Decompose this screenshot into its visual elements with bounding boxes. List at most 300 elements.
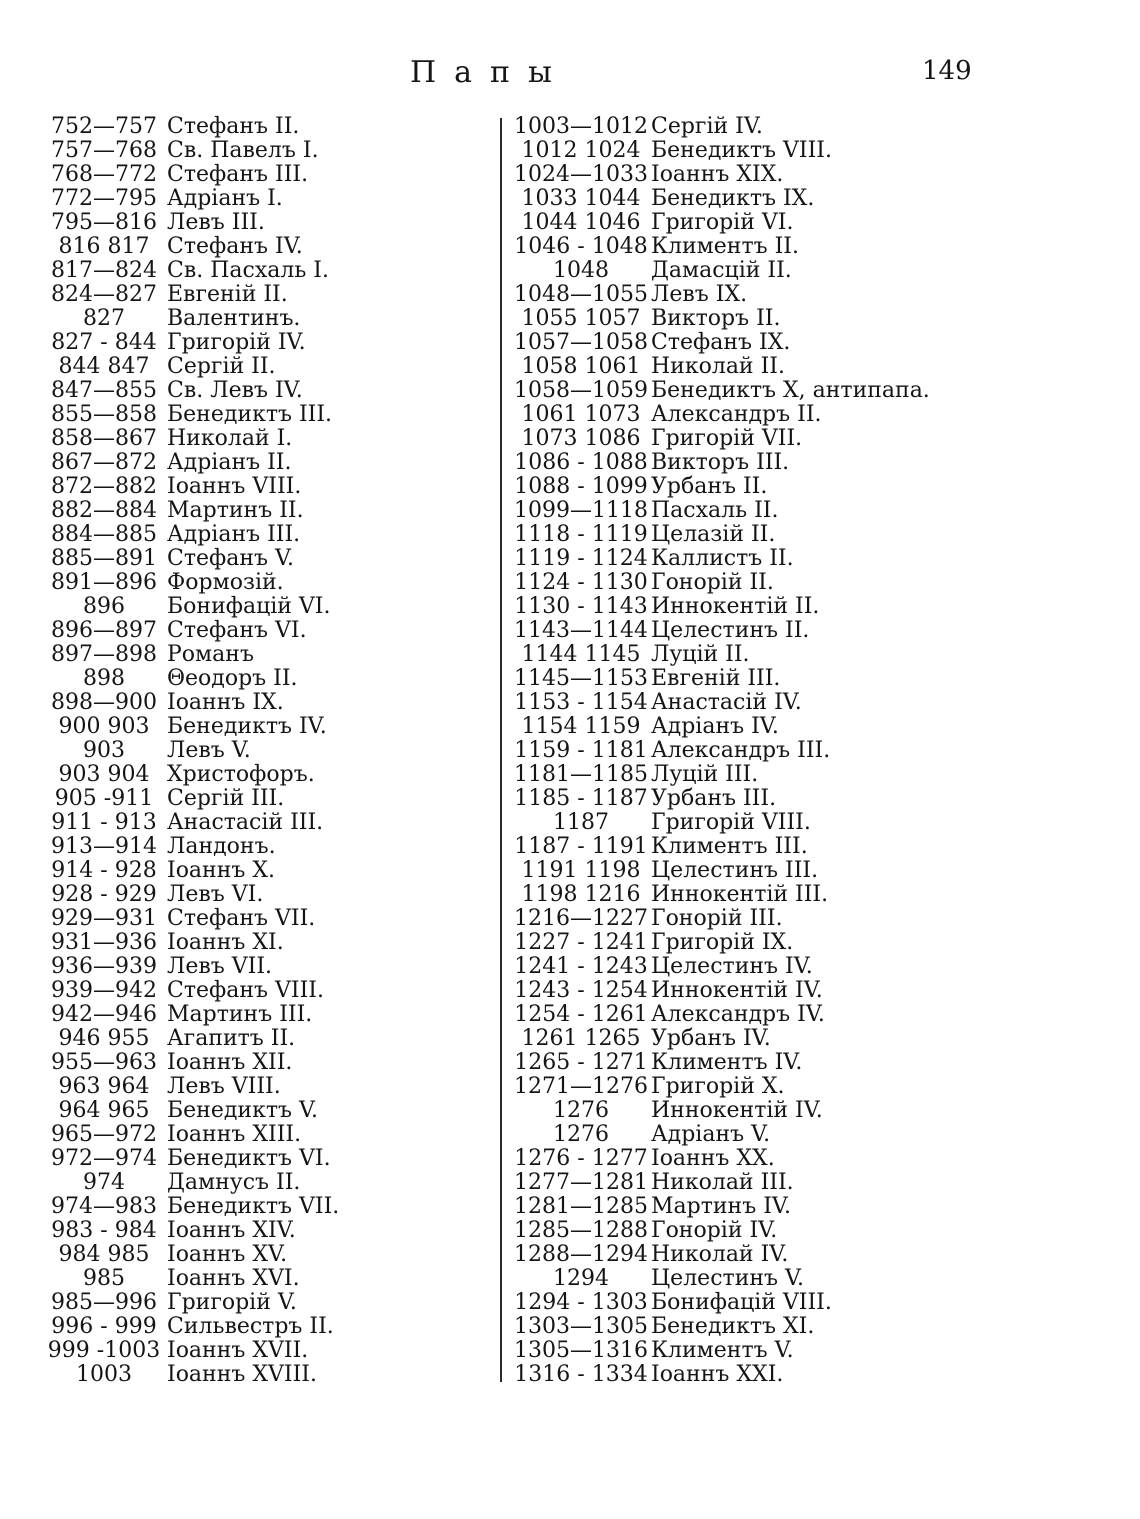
list-item: [514, 259, 1034, 283]
list-item: [514, 1195, 1034, 1219]
pope-name: Сергій III.: [167, 786, 285, 811]
reign-years: 824—827: [51, 282, 157, 307]
reign-years: 1044 1046: [521, 210, 641, 235]
pope-name: Целазій II.: [651, 522, 776, 547]
pope-name: Иннокентій IV.: [651, 1098, 823, 1123]
pope-name: Целестинъ III.: [651, 858, 819, 883]
pope-name: Сергій II.: [167, 354, 276, 379]
pope-name: Иннокентій III.: [651, 882, 829, 907]
pope-name: Левъ III.: [167, 210, 265, 235]
pope-name: Бенедиктъ IX.: [651, 186, 815, 211]
list-item: [514, 1363, 1034, 1387]
list-item: [44, 139, 484, 163]
reign-years: 984 985: [58, 1242, 150, 1267]
pope-name: Каллистъ II.: [651, 546, 794, 571]
reign-years: 1198 1216: [521, 882, 641, 907]
list-item: [44, 1123, 484, 1147]
reign-years: 1088 - 1099: [514, 474, 648, 499]
reign-years: 898—900: [51, 690, 157, 715]
list-item: [514, 1003, 1034, 1027]
list-item: [44, 595, 484, 619]
pope-name: Адріанъ III.: [167, 522, 301, 547]
list-item: [514, 883, 1034, 907]
list-item: [514, 235, 1034, 259]
list-item: [44, 115, 484, 139]
pope-name: Бенедиктъ V.: [167, 1098, 319, 1123]
pope-name: Дамасцій II.: [651, 258, 792, 283]
pope-name: Іоаннъ XVI.: [167, 1266, 300, 1291]
pope-name: Ландонъ.: [167, 834, 276, 859]
reign-years: 795—816: [51, 210, 157, 235]
column-divider: [500, 118, 502, 1382]
list-item: [514, 1051, 1034, 1075]
reign-years: 847—855: [51, 378, 157, 403]
pope-name: Григорій VII.: [651, 426, 803, 451]
list-item: [44, 1027, 484, 1051]
reign-years: 972—974: [51, 1146, 157, 1171]
pope-name: Луцій III.: [651, 762, 759, 787]
reign-years: 1033 1044: [521, 186, 641, 211]
pope-name: Анастасій III.: [167, 810, 324, 835]
pope-name: Левъ V.: [167, 738, 251, 763]
reign-years: 946 955: [58, 1026, 150, 1051]
reign-years: 1130 - 1143: [514, 594, 648, 619]
reign-years: 1281—1285: [514, 1194, 648, 1219]
pope-name: Іоаннъ XII.: [167, 1050, 293, 1075]
page-title: Папы: [410, 55, 570, 90]
reign-years: 896: [83, 594, 125, 619]
pope-name: Іоаннъ X.: [167, 858, 276, 883]
list-item: [514, 931, 1034, 955]
reign-years: 827: [83, 306, 125, 331]
list-item: [514, 763, 1034, 787]
reign-years: 1024—1033: [514, 162, 648, 187]
pope-name: Св. Павелъ I.: [167, 138, 319, 163]
list-item: [514, 835, 1034, 859]
reign-years: 772—795: [51, 186, 157, 211]
reign-years: 858—867: [51, 426, 157, 451]
list-item: [514, 1099, 1034, 1123]
list-item: [44, 643, 484, 667]
reign-years: 1058—1059: [514, 378, 648, 403]
list-item: [44, 211, 484, 235]
pope-name: Бенедиктъ III.: [167, 402, 333, 427]
list-item: [44, 403, 484, 427]
list-item: [514, 787, 1034, 811]
pope-name: Григорій V.: [167, 1290, 297, 1315]
list-item: [44, 883, 484, 907]
pope-name: Бенедиктъ VIII.: [651, 138, 832, 163]
pope-name: Св. Пасхаль I.: [167, 258, 329, 283]
pope-name: Целестинъ V.: [651, 1266, 805, 1291]
reign-years: 900 903: [58, 714, 150, 739]
list-item: [44, 523, 484, 547]
pope-name: Николай III.: [651, 1170, 794, 1195]
reign-years: 872—882: [51, 474, 157, 499]
pope-name: Левъ VIII.: [167, 1074, 281, 1099]
pope-name: Агапитъ II.: [167, 1026, 296, 1051]
pope-name: Іоаннъ VIII.: [167, 474, 302, 499]
pope-name: Левъ IX.: [651, 282, 748, 307]
pope-name: Стефанъ VIII.: [167, 978, 324, 1003]
pope-name: Іоаннъ XXI.: [651, 1362, 784, 1387]
reign-years: 939—942: [51, 978, 157, 1003]
reign-years: 1265 - 1271: [514, 1050, 648, 1075]
pope-name: Левъ VII.: [167, 954, 273, 979]
pope-name: Иннокентій II.: [651, 594, 820, 619]
reign-years: 1294 - 1303: [514, 1290, 648, 1315]
list-item: [44, 763, 484, 787]
left-column: [44, 115, 484, 1387]
reign-years: 1145—1153: [514, 666, 648, 691]
list-item: [44, 379, 484, 403]
list-item: [514, 811, 1034, 835]
reign-years: 884—885: [51, 522, 157, 547]
reign-years: 1288—1294: [514, 1242, 648, 1267]
pope-name: Стефанъ III.: [167, 162, 309, 187]
reign-years: 974—983: [51, 1194, 157, 1219]
pope-name: Бенедиктъ VI.: [167, 1146, 331, 1171]
list-item: [44, 187, 484, 211]
pope-name: Урбанъ II.: [651, 474, 768, 499]
list-item: [514, 163, 1034, 187]
pope-name: Гонорій III.: [651, 906, 783, 931]
reign-years: 1187 - 1191: [514, 834, 648, 859]
pope-name: Григорій IX.: [651, 930, 794, 955]
list-item: [44, 571, 484, 595]
pope-name: Адріанъ II.: [167, 450, 292, 475]
pope-name: Бенедиктъ XI.: [651, 1314, 815, 1339]
list-item: [514, 427, 1034, 451]
list-item: [44, 931, 484, 955]
reign-years: 974: [83, 1170, 125, 1195]
pope-name: Стефанъ VII.: [167, 906, 316, 931]
reign-years: 896—897: [51, 618, 157, 643]
pope-name: Николай II.: [651, 354, 785, 379]
reign-years: 855—858: [51, 402, 157, 427]
list-item: [514, 979, 1034, 1003]
pope-name: Бенедиктъ VII.: [167, 1194, 340, 1219]
reign-years: 1118 - 1119: [514, 522, 648, 547]
list-item: [514, 1219, 1034, 1243]
list-item: [44, 739, 484, 763]
reign-years: 1048—1055: [514, 282, 648, 307]
reign-years: 898: [83, 666, 125, 691]
list-item: [44, 1339, 484, 1363]
list-item: [514, 499, 1034, 523]
reign-years: 844 847: [58, 354, 150, 379]
pope-name: Урбанъ IV.: [651, 1026, 771, 1051]
reign-years: 1055 1057: [521, 306, 641, 331]
page-number: 149: [922, 56, 972, 86]
reign-years: 882—884: [51, 498, 157, 523]
pope-name: Св. Левъ IV.: [167, 378, 303, 403]
list-item: [44, 907, 484, 931]
list-item: [44, 859, 484, 883]
reign-years: 964 965: [58, 1098, 150, 1123]
reign-years: 1073 1086: [521, 426, 641, 451]
pope-name: Бонифацій VIII.: [651, 1290, 832, 1315]
list-item: [44, 547, 484, 571]
list-item: [514, 379, 1034, 403]
pope-name: Іоаннъ IX.: [167, 690, 284, 715]
reign-years: 1185 - 1187: [514, 786, 648, 811]
list-item: [514, 403, 1034, 427]
list-item: [514, 955, 1034, 979]
list-item: [44, 259, 484, 283]
list-item: [514, 859, 1034, 883]
list-item: [514, 715, 1034, 739]
pope-name: Гонорій IV.: [651, 1218, 778, 1243]
pope-name: Александръ II.: [651, 402, 822, 427]
list-item: [44, 979, 484, 1003]
pope-name: Іоаннъ XVII.: [167, 1338, 309, 1363]
reign-years: 929—931: [51, 906, 157, 931]
list-item: [44, 283, 484, 307]
reign-years: 1061 1073: [521, 402, 641, 427]
reign-years: 1124 - 1130: [514, 570, 648, 595]
pope-name: Александръ III.: [651, 738, 831, 763]
pope-name: Урбанъ III.: [651, 786, 777, 811]
list-item: [514, 523, 1034, 547]
list-item: [44, 1291, 484, 1315]
pope-name: Валентинъ.: [167, 306, 301, 331]
pope-name: Левъ VI.: [167, 882, 264, 907]
reign-years: 752—757: [51, 114, 157, 139]
reign-years: 1241 - 1243: [514, 954, 648, 979]
pope-name: Христофоръ.: [167, 762, 315, 787]
pope-name: Александръ IV.: [651, 1002, 825, 1027]
reign-years: 936—939: [51, 954, 157, 979]
pope-name: Целестинъ IV.: [651, 954, 813, 979]
list-item: [514, 1291, 1034, 1315]
pope-name: Адріанъ IV.: [651, 714, 779, 739]
list-item: [44, 235, 484, 259]
reign-years: 999 -1003: [47, 1338, 161, 1363]
list-item: [44, 1075, 484, 1099]
reign-years: 965—972: [51, 1122, 157, 1147]
reign-years: 891—896: [51, 570, 157, 595]
pope-name: Адріанъ I.: [167, 186, 283, 211]
reign-years: 897—898: [51, 642, 157, 667]
pope-name: Гонорій II.: [651, 570, 774, 595]
list-item: [514, 571, 1034, 595]
reign-years: 757—768: [51, 138, 157, 163]
reign-years: 1191 1198: [521, 858, 641, 883]
list-item: [514, 691, 1034, 715]
list-item: [44, 715, 484, 739]
list-item: [514, 1027, 1034, 1051]
list-item: [514, 1243, 1034, 1267]
reign-years: 1243 - 1254: [514, 978, 648, 1003]
reign-years: 817—824: [51, 258, 157, 283]
pope-name: Григорій IV.: [167, 330, 306, 355]
reign-years: 867—872: [51, 450, 157, 475]
pope-name: Григорій X.: [651, 1074, 785, 1099]
reign-years: 1057—1058: [514, 330, 648, 355]
pope-name: Сергій IV.: [651, 114, 763, 139]
pope-name: Григорій VI.: [651, 210, 794, 235]
list-item: [44, 1315, 484, 1339]
list-item: [44, 667, 484, 691]
pope-name: Николай I.: [167, 426, 293, 451]
reign-years: 885—891: [51, 546, 157, 571]
reign-years: 1316 - 1334: [514, 1362, 648, 1387]
list-item: [44, 811, 484, 835]
reign-years: 1276 - 1277: [514, 1146, 648, 1171]
reign-years: 1058 1061: [521, 354, 641, 379]
pope-name: Дамнусъ II.: [167, 1170, 301, 1195]
reign-years: 1099—1118: [514, 498, 648, 523]
pope-name: Климентъ V.: [651, 1338, 794, 1363]
list-item: [44, 451, 484, 475]
pope-name: Θеодоръ II.: [167, 666, 298, 691]
list-item: [514, 475, 1034, 499]
list-item: [44, 1267, 484, 1291]
list-item: [514, 1339, 1034, 1363]
reign-years: 1048: [553, 258, 609, 283]
list-item: [514, 643, 1034, 667]
list-item: [44, 355, 484, 379]
reign-years: 1305—1316: [514, 1338, 648, 1363]
list-item: [44, 1099, 484, 1123]
list-item: [44, 835, 484, 859]
list-item: [44, 1243, 484, 1267]
pope-name: Григорій VIII.: [651, 810, 811, 835]
reign-years: 942—946: [51, 1002, 157, 1027]
list-item: [44, 955, 484, 979]
pope-name: Іоаннъ XV.: [167, 1242, 288, 1267]
pope-name: Іоаннъ XIV.: [167, 1218, 296, 1243]
pope-name: Стефанъ II.: [167, 114, 300, 139]
reign-years: 1277—1281: [514, 1170, 648, 1195]
list-item: [44, 475, 484, 499]
list-item: [514, 1171, 1034, 1195]
reign-years: 983 - 984: [51, 1218, 157, 1243]
list-item: [514, 667, 1034, 691]
pope-name: Стефанъ V.: [167, 546, 295, 571]
reign-years: 1086 - 1088: [514, 450, 648, 475]
list-item: [514, 115, 1034, 139]
reign-years: 1012 1024: [521, 138, 641, 163]
right-column: [514, 115, 1034, 1387]
list-item: [44, 619, 484, 643]
pope-name: Климентъ IV.: [651, 1050, 803, 1075]
reign-years: 1003—1012: [514, 114, 648, 139]
reign-years: 1276: [553, 1122, 609, 1147]
list-item: [514, 619, 1034, 643]
reign-years: 985—996: [51, 1290, 157, 1315]
pope-name: Евгеній II.: [167, 282, 288, 307]
reign-years: 1003: [76, 1362, 132, 1387]
reign-years: 985: [83, 1266, 125, 1291]
list-item: [514, 139, 1034, 163]
reign-years: 816 817: [58, 234, 150, 259]
list-item: [44, 1051, 484, 1075]
list-item: [44, 787, 484, 811]
pope-name: Евгеній III.: [651, 666, 781, 691]
reign-years: 1144 1145: [521, 642, 641, 667]
list-item: [514, 307, 1034, 331]
reign-years: 1046 - 1048: [514, 234, 648, 259]
list-item: [514, 283, 1034, 307]
list-item: [514, 187, 1034, 211]
reign-years: 913—914: [51, 834, 157, 859]
pope-name: Бенедиктъ IV.: [167, 714, 327, 739]
reign-years: 1154 1159: [521, 714, 641, 739]
pope-name: Луцій II.: [651, 642, 750, 667]
list-item: [44, 307, 484, 331]
list-item: [514, 739, 1034, 763]
pope-name: Викторъ III.: [651, 450, 790, 475]
list-item: [514, 211, 1034, 235]
pope-name: Бенедиктъ X, антипапа.: [651, 378, 930, 403]
reign-years: 996 - 999: [51, 1314, 157, 1339]
reign-years: 1153 - 1154: [514, 690, 648, 715]
reign-years: 768—772: [51, 162, 157, 187]
list-item: [44, 427, 484, 451]
pope-name: Іоаннъ XIII.: [167, 1122, 302, 1147]
reign-years: 1254 - 1261: [514, 1002, 648, 1027]
reign-years: 1227 - 1241: [514, 930, 648, 955]
pope-name: Сильвестръ II.: [167, 1314, 334, 1339]
reign-years: 911 - 913: [51, 810, 157, 835]
list-item: [514, 595, 1034, 619]
list-item: [514, 1123, 1034, 1147]
pope-name: Анастасій IV.: [651, 690, 802, 715]
list-item: [44, 1003, 484, 1027]
reign-years: 1143—1144: [514, 618, 648, 643]
reign-years: 1216—1227: [514, 906, 648, 931]
list-item: [44, 331, 484, 355]
pope-name: Климентъ III.: [651, 834, 808, 859]
list-item: [514, 355, 1034, 379]
reign-years: 931—936: [51, 930, 157, 955]
list-item: [44, 1171, 484, 1195]
reign-years: 903: [83, 738, 125, 763]
reign-years: 1119 - 1124: [514, 546, 648, 571]
list-item: [44, 691, 484, 715]
pope-name: Климентъ II.: [651, 234, 799, 259]
pope-name: Стефанъ VI.: [167, 618, 307, 643]
list-item: [514, 1147, 1034, 1171]
pope-name: Иннокентій IV.: [651, 978, 823, 1003]
pope-name: Мартинъ IV.: [651, 1194, 791, 1219]
reign-years: 1187: [553, 810, 609, 835]
reign-years: 963 964: [58, 1074, 150, 1099]
reign-years: 827 - 844: [51, 330, 157, 355]
reign-years: 1285—1288: [514, 1218, 648, 1243]
pope-name: Викторъ II.: [651, 306, 781, 331]
list-item: [44, 1147, 484, 1171]
reign-years: 1276: [553, 1098, 609, 1123]
pope-name: Николай IV.: [651, 1242, 789, 1267]
pope-name: Пасхаль II.: [651, 498, 779, 523]
reign-years: 1303—1305: [514, 1314, 648, 1339]
list-item: [514, 1315, 1034, 1339]
pope-name: Стефанъ IV.: [167, 234, 303, 259]
pope-name: Іоаннъ XVIII.: [167, 1362, 317, 1387]
reign-years: 1181—1185: [514, 762, 648, 787]
reign-years: 1261 1265: [521, 1026, 641, 1051]
pope-name: Іоаннъ XX.: [651, 1146, 775, 1171]
pope-name: Іоаннъ XI.: [167, 930, 284, 955]
pope-name: Романъ: [167, 642, 254, 667]
pope-name: Целестинъ II.: [651, 618, 810, 643]
pope-name: Стефанъ IX.: [651, 330, 791, 355]
list-item: [44, 499, 484, 523]
pope-name: Іоаннъ XIX.: [651, 162, 784, 187]
